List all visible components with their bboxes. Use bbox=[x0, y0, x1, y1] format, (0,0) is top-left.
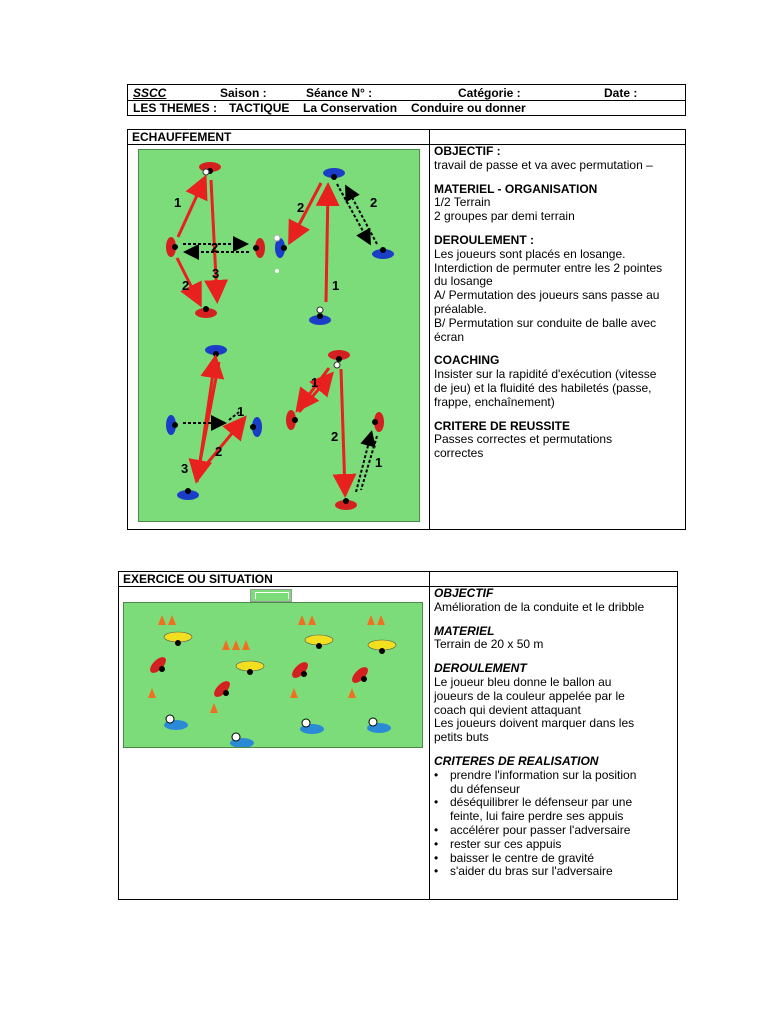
diagram-number: 1 bbox=[332, 278, 340, 293]
player-yellow bbox=[164, 632, 192, 646]
cones bbox=[148, 615, 385, 713]
header-row-2 bbox=[128, 100, 685, 115]
deroulement-line: écran bbox=[434, 329, 465, 344]
saison-label: Saison : bbox=[220, 86, 267, 100]
critere-heading: CRITERE DE REUSSITE bbox=[434, 418, 571, 433]
player-blue bbox=[177, 488, 199, 500]
criteria-item: • baisser le centre de gravité bbox=[434, 852, 674, 866]
player-red bbox=[335, 498, 357, 510]
player-red bbox=[349, 664, 370, 685]
exercise-diagram bbox=[124, 603, 423, 748]
run-arrow bbox=[337, 184, 369, 242]
exercise-description bbox=[434, 587, 674, 879]
warmup-description bbox=[434, 145, 684, 461]
player-red bbox=[289, 659, 310, 680]
objectif-text: travail de passe et va avec permutation – bbox=[434, 157, 653, 172]
materiel-heading: MATERIEL - ORGANISATION bbox=[434, 181, 598, 196]
coaching-heading: COACHING bbox=[434, 353, 500, 368]
player-red bbox=[147, 654, 168, 675]
exercise-field bbox=[123, 602, 423, 748]
criteria-item: • prendre l'information sur la position bbox=[434, 769, 674, 783]
ex-objectif-text: Amélioration de la conduite et le dribble bbox=[434, 599, 645, 614]
diagram-number: 2 bbox=[215, 444, 223, 459]
diagram-number: 3 bbox=[212, 266, 220, 281]
pass-arrow bbox=[178, 180, 204, 237]
player-yellow bbox=[368, 640, 396, 654]
player-cyan bbox=[300, 719, 324, 734]
ex-criteres-heading: CRITERES DE REALISATION bbox=[434, 753, 599, 768]
pass-arrow bbox=[341, 369, 345, 492]
ball bbox=[274, 235, 280, 241]
coaching-line: Insister sur la rapidité d'exécution (vitesse bbox=[434, 367, 657, 382]
diagram-number: 1 bbox=[174, 195, 182, 210]
criteria-item-cont: du défenseur bbox=[450, 781, 521, 796]
diagram-number: 1 bbox=[311, 375, 319, 390]
diagram-number: 3 bbox=[181, 461, 189, 476]
exercise-divider bbox=[429, 572, 430, 899]
player-blue bbox=[250, 417, 262, 437]
materiel-line: 2 groupes par demi terrain bbox=[434, 209, 575, 224]
objectif-heading: OBJECTIF : bbox=[434, 144, 501, 158]
theme-conduire: Conduire ou donner bbox=[411, 101, 526, 115]
warmup-field bbox=[138, 149, 420, 522]
deroulement-line: Interdiction de permuter entre les 2 pointes bbox=[434, 260, 663, 275]
theme-conservation: La Conservation bbox=[303, 101, 398, 115]
date-label: Date : bbox=[604, 86, 638, 100]
goal bbox=[250, 589, 292, 602]
critere-line: correctes bbox=[434, 446, 484, 461]
header-row-1 bbox=[128, 85, 685, 101]
diagram-number: 2 bbox=[182, 278, 190, 293]
ex-deroulement-line: Les joueurs doivent marquer dans les bbox=[434, 716, 635, 731]
deroulement-line: A/ Permutation des joueurs sans passe au bbox=[434, 288, 660, 303]
ball bbox=[334, 362, 340, 368]
ex-materiel-text: Terrain de 20 x 50 m bbox=[434, 637, 544, 652]
ex-deroulement-line: Le joueur bleu donne le ballon au bbox=[434, 674, 612, 689]
criteria-item: • s'aider du bras sur l'adversaire bbox=[434, 865, 674, 879]
exercise-section bbox=[118, 571, 678, 900]
deroulement-line: du losange bbox=[434, 274, 493, 289]
club-name: SSCC bbox=[133, 86, 167, 100]
player-blue bbox=[166, 415, 178, 435]
player-cyan bbox=[164, 715, 188, 730]
diagram-number: 2 bbox=[211, 240, 219, 255]
ex-deroulement-heading: DEROULEMENT bbox=[434, 661, 527, 676]
player-red bbox=[199, 162, 221, 174]
themes-label: LES THEMES : bbox=[133, 101, 218, 115]
player-yellow bbox=[236, 661, 264, 675]
player-blue bbox=[309, 313, 331, 325]
criteria-item: • déséquilibrer le défenseur par une bbox=[434, 796, 674, 810]
warmup-diagram bbox=[139, 150, 420, 522]
pass-arrow bbox=[205, 420, 243, 466]
diagram-number: 1 bbox=[237, 404, 245, 419]
player-cyan bbox=[230, 733, 254, 748]
criteria-item: • rester sur ces appuis bbox=[434, 838, 674, 852]
player-red bbox=[166, 237, 178, 257]
pass-arrow bbox=[326, 188, 328, 302]
player-blue bbox=[323, 168, 345, 180]
theme-tactique: TACTIQUE bbox=[229, 101, 290, 115]
session-header bbox=[127, 84, 686, 116]
deroulement-line: préalable. bbox=[434, 301, 487, 316]
player-red bbox=[195, 306, 217, 318]
critere-line: Passes correctes et permutations bbox=[434, 432, 613, 447]
player-blue bbox=[372, 247, 394, 259]
criteria-item-cont: feinte, lui faire perdre ses appuis bbox=[450, 809, 624, 824]
diagram-number: 2 bbox=[370, 195, 378, 210]
ball bbox=[203, 169, 209, 175]
player-red bbox=[211, 678, 232, 699]
run-arrow bbox=[356, 434, 371, 492]
warmup-title: ECHAUFFEMENT bbox=[128, 130, 430, 145]
diagram-number: 1 bbox=[375, 455, 383, 470]
warmup-section bbox=[127, 129, 686, 530]
coaching-line: de jeu) et la fluidité des habiletés (passe, bbox=[434, 380, 652, 395]
coaching-line: frappe, enchaînement) bbox=[434, 394, 555, 409]
criteria-item: • accélérer pour passer l'adversaire bbox=[434, 824, 674, 838]
warmup-divider bbox=[429, 130, 430, 529]
deroulement-heading: DEROULEMENT : bbox=[434, 232, 534, 247]
deroulement-line: B/ Permutation sur conduite de balle avec bbox=[434, 315, 657, 330]
player-red bbox=[286, 410, 298, 430]
ball bbox=[317, 307, 323, 313]
ex-materiel-heading: MATERIEL bbox=[434, 623, 495, 638]
ex-deroulement-line: petits buts bbox=[434, 730, 489, 745]
ex-deroulement-line: joueurs de la couleur appelée par le bbox=[434, 688, 625, 703]
ball bbox=[275, 269, 279, 273]
player-red bbox=[253, 238, 265, 258]
player-blue bbox=[205, 345, 227, 357]
seance-label: Séance N° : bbox=[306, 86, 373, 100]
player-cyan bbox=[367, 718, 391, 733]
pass-arrow bbox=[291, 183, 321, 240]
ex-deroulement-line: coach qui devient attaquant bbox=[434, 702, 581, 717]
player-red bbox=[328, 350, 350, 362]
diagram-number: 2 bbox=[297, 200, 305, 215]
ex-objectif-heading: OBJECTIF bbox=[434, 586, 494, 600]
diagram-number: 2 bbox=[331, 429, 339, 444]
materiel-line: 1/2 Terrain bbox=[434, 195, 491, 210]
player-yellow bbox=[305, 635, 333, 649]
categorie-label: Catégorie : bbox=[458, 86, 521, 100]
exercise-title: EXERCICE OU SITUATION bbox=[119, 572, 430, 587]
player-red bbox=[372, 412, 384, 432]
deroulement-line: Les joueurs sont placés en losange. bbox=[434, 246, 626, 261]
